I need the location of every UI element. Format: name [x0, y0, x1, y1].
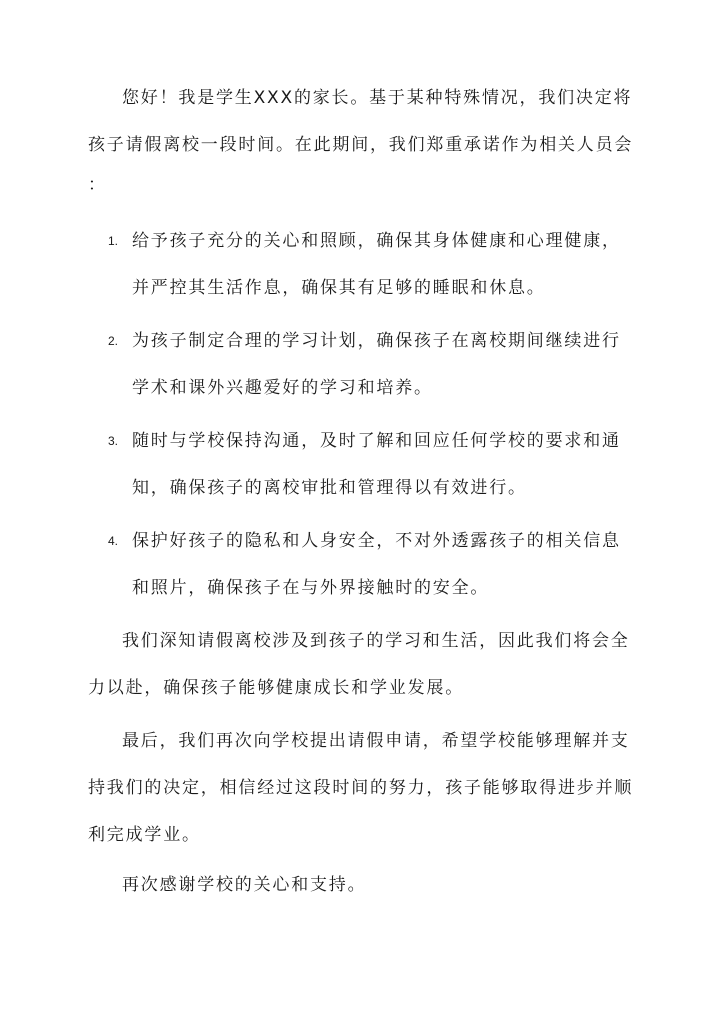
commitment-text	[132, 418, 632, 512]
thanks-paragraph	[88, 862, 636, 909]
closing-line-1: 最后，我们再次向学校提出请假申请，希望学校能够理解并支	[122, 731, 630, 751]
intro-line-1: 您好！我是学生XXX的家长。基于某种特殊情况，我们决定将	[122, 88, 633, 108]
commitment-number: 3.	[108, 434, 119, 448]
commitment-number: 4.	[108, 534, 119, 548]
closing-line-3: 利完成学业。	[88, 825, 201, 845]
commitment-line: 和照片，确保孩子在与外界接触时的安全。	[132, 578, 490, 598]
commitment-text	[132, 218, 632, 312]
awareness-line-2: 力以赴，确保孩子能够健康成长和学业发展。	[88, 678, 464, 698]
closing-line-2: 持我们的决定，相信经过这段时间的努力，孩子能够取得进步并顺	[88, 778, 634, 798]
commitment-line: 并严控其生活作息，确保其有足够的睡眠和休息。	[132, 278, 546, 298]
intro-paragraph	[88, 75, 636, 195]
commitment-text	[132, 518, 632, 612]
commitment-line: 保护好孩子的隐私和人身安全，不对外透露孩子的相关信息	[132, 531, 621, 551]
commitment-line: 随时与学校保持沟通，及时了解和回应任何学校的要求和通	[132, 431, 621, 451]
commitment-line: 知，确保孩子的离校审批和管理得以有效进行。	[132, 478, 527, 498]
commitment-line: 为孩子制定合理的学习计划，确保孩子在离校期间继续进行	[132, 331, 621, 351]
closing-request-paragraph	[88, 718, 636, 859]
commitment-number: 2.	[108, 334, 119, 348]
intro-line-3: ：	[88, 175, 107, 195]
commitment-number: 1.	[108, 234, 119, 248]
commitment-line: 给予孩子充分的关心和照顾，确保其身体健康和心理健康，	[132, 231, 621, 251]
awareness-paragraph	[88, 618, 636, 712]
commitment-line: 学术和课外兴趣爱好的学习和培养。	[132, 378, 433, 398]
intro-line-2: 孩子请假离校一段时间。在此期间，我们郑重承诺作为相关人员会	[88, 135, 634, 155]
awareness-line-1: 我们深知请假离校涉及到孩子的学习和生活，因此我们将会全	[122, 631, 630, 651]
commitment-text	[132, 318, 632, 412]
thanks-line: 再次感谢学校的关心和支持。	[122, 875, 367, 895]
